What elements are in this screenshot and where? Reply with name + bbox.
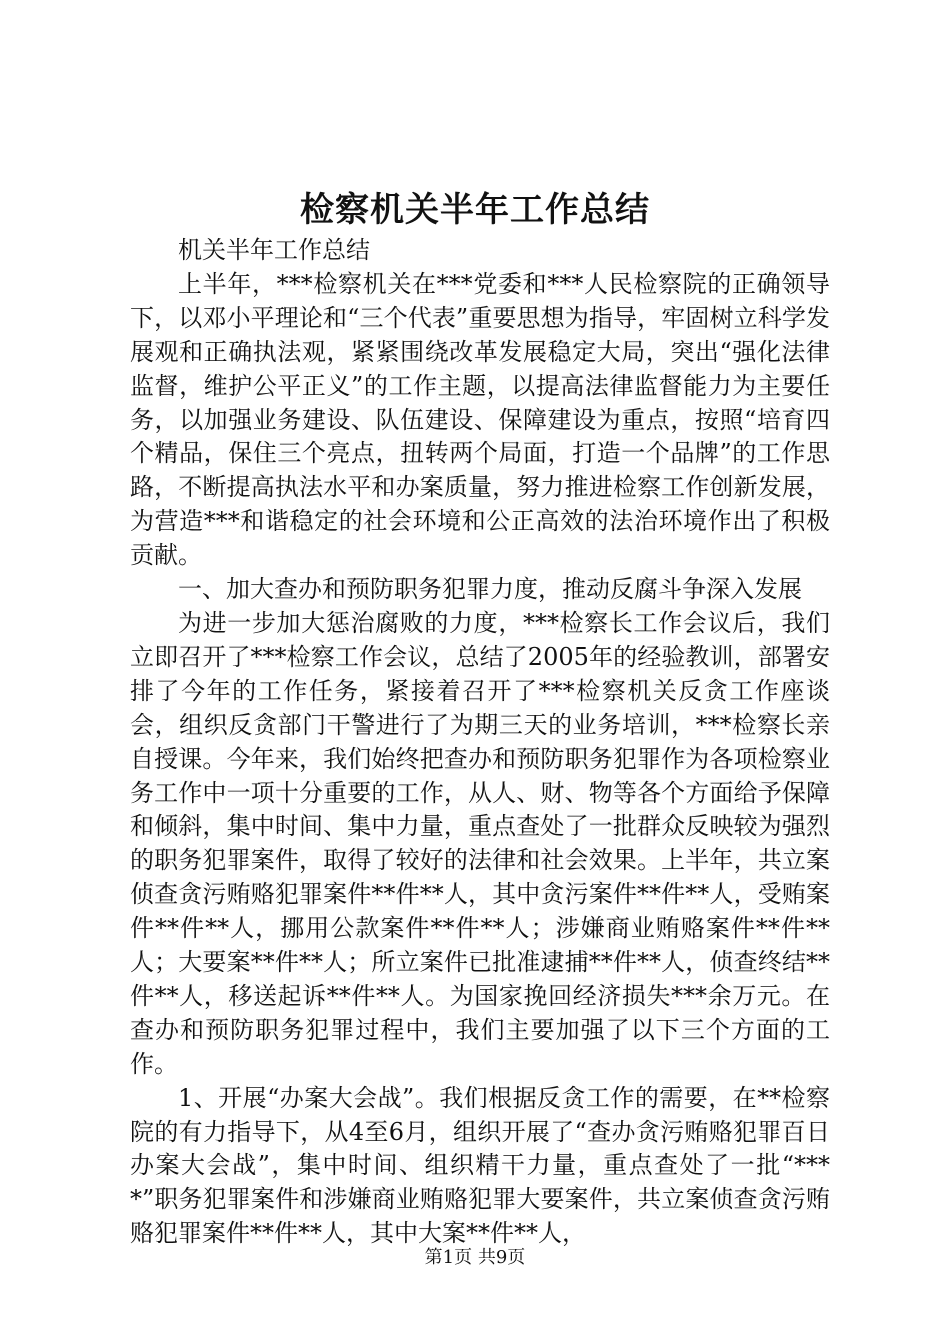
body-paragraph: 1、开展“办案大会战”。我们根据反贪工作的需要，在**检察院的有力指导下，从4至6月，组织开展了“查办贪污贿赂犯罪百日办案大会战”，集中时间、组织精干力量，重点查处了一批“****”职务犯罪案件和涉嫌商业贿赂犯罪大要案件，共立案侦查贪污贿赂犯罪案件**件**人，其中大案**件**人， <box>130 1083 830 1248</box>
section-heading: 一、加大查办和预防职务犯罪力度，推动反腐斗争深入发展 <box>178 575 802 604</box>
page-indicator: 第1页 共9页 <box>424 1247 526 1268</box>
document-body <box>130 234 830 1251</box>
subtitle-paragraph: 机关半年工作总结 <box>178 236 370 264</box>
document-title: 检察机关半年工作总结 <box>300 190 650 230</box>
body-paragraph: 上半年，***检察机关在***党委和***人民检察院的正确领导下，以邓小平理论和“三个代表”重要思想为指导，牢固树立科学发展观和正确执法观，紧紧围绕改革发展稳定大局，突出“强化法律监督，维护公平正义”的工作主题，以提高法律监督能力为主要任务，以加强业务建设、队伍建设、保障建设为重点，按照“培育四个精品，保住三个亮点，扭转两个局面，打造一个品牌”的工作思路，不断提高执法水平和办案质量，努力推进检察工作创新发展，为营造***和谐稳定的社会环境和公正高效的法治环境作出了积极贡献。 <box>130 269 830 570</box>
body-paragraph: 为进一步加大惩治腐败的力度，***检察长工作会议后，我们立即召开了***检察工作会议，总结了2005年的经验教训，部署安排了今年的工作任务，紧接着召开了***检察机关反贪工作座谈会，组织反贪部门干警进行了为期三天的业务培训，***检察长亲自授课。今年来，我们始终把查办和预防职务犯罪作为各项检察业务工作中一项十分重要的工作，从人、财、物等各个方面给予保障和倾斜，集中时间、集中力量，重点查处了一批群众反映较为强烈的职务犯罪案件，取得了较好的法律和社会效果。上半年，共立案侦查贪污贿赂犯罪案件**件**人，其中贪污案件**件**人，受贿案件**件**人，挪用公款案件**件**人；涉嫌商业贿赂案件**件**人；大要案**件**人；所立案件已批准逮捕**件**人，侦查终结**件**人，移送起诉**件**人。为国家挽回经济损失***余万元。在查办和预防职务犯罪过程中，我们主要加强了以下三个方面的工作。 <box>130 608 830 1078</box>
